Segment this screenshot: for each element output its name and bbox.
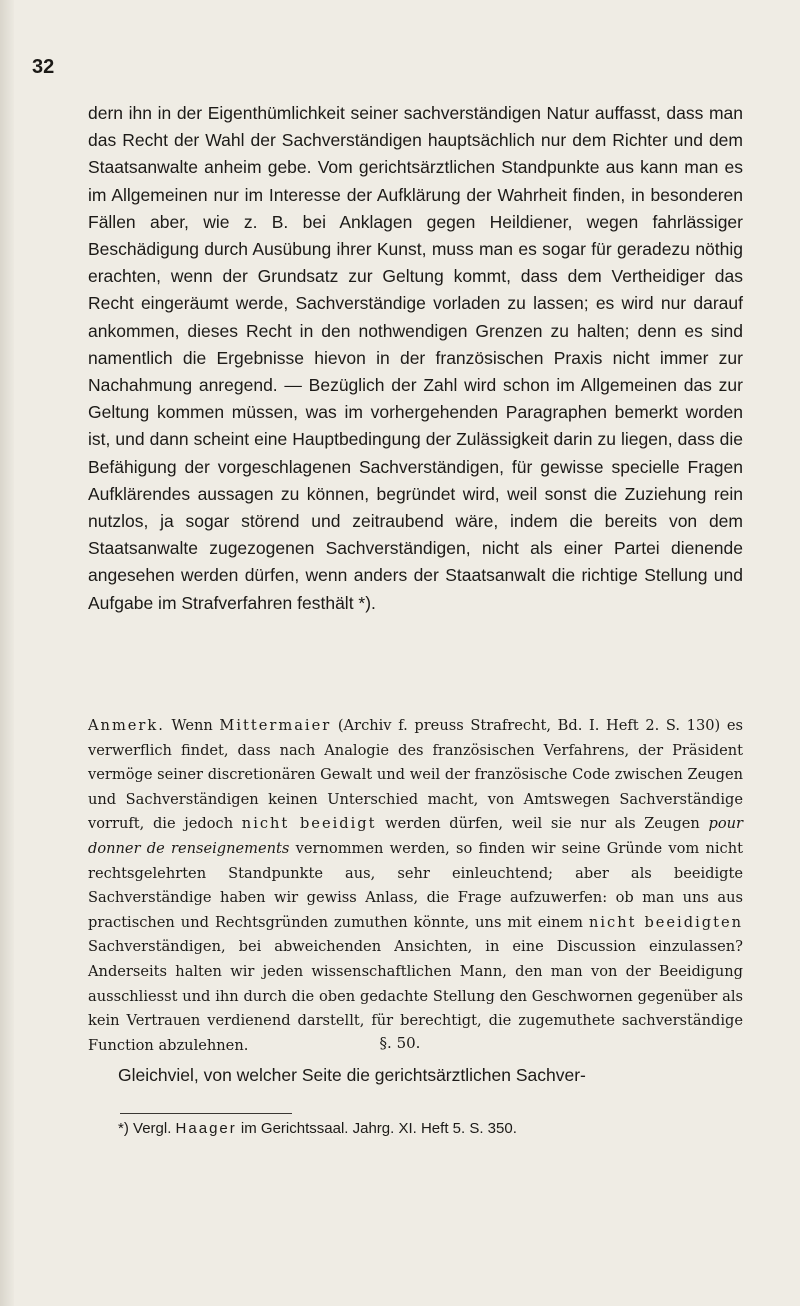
annotation-emphasis-2: nicht beeidigten <box>588 913 743 931</box>
page-number: 32 <box>32 56 55 78</box>
annotation-text-4: vernommen werden, so finden wir seine Gründe vom nicht rechtsgelehrten Standpunkte aus, sehr einleuchtend; aber als beeidigte Sachverständige haben wir gewiss Anlass, die Frage aufzuwerfen: ob man uns aus practischen und Rechtsgründen zumuthen könnte, uns mit einem <box>88 839 743 931</box>
annotation-text-3: werden dürfen, weil sie nur als Zeugen <box>376 815 709 833</box>
footnote-text-1: Vergl. <box>128 1120 176 1137</box>
main-paragraph: dern ihn in der Eigenthümlichkeit seiner sachverständigen Natur auffasst, dass man das Recht der Wahl der Sachverständigen hauptsächlich nur dem Richter und dem Staatsanwalte anheim gebe. Vom gerichtsärztlichen Standpunkte aus kann man es im Allgemeinen nur im Interesse der Aufklärung der Wahrheit finden, in besonderen Fällen aber, wie z. B. bei Anklagen gegen Heildiener, wegen fahrlässiger Beschädigung durch Ausübung ihrer Kunst, muss man es sogar für geradezu nöthig erachten, wenn der Grundsatz zur Geltung kommt, dass dem Vertheidiger das Recht eingeräumt werde, Sachverständige vorladen zu lassen; es wird nur darauf ankommen, dieses Recht in den nothwendigen Grenzen zu halten; denn es sind namentlich die Ergebnisse hievon in der französischen Praxis nicht immer zur Nachahmung anregend. — Bezüglich der Zahl wird schon im Allgemeinen das zur Geltung kommen müssen, was im vorhergehenden Paragraphen bemerkt worden ist, und dann scheint eine Hauptbedingung der Zulässigkeit darin zu liegen, dass die Befähigung der vorgeschlagenen Sachverständigen, für gewisse specielle Fragen Aufklärendes aussagen zu können, begründet wird, weil sonst die Zuziehung rein nutzlos, ja sogar störend und zeitraubend wäre, indem die bereits von dem Staatsanwalte zugezogenen Sachverständigen, nicht als einer Partei dienende angesehen werden dürfen, wenn anders der Staatsanwalt die richtige Stellung und Aufgabe im Strafverfahren festhält *). <box>88 103 743 613</box>
footnote-text-2: im Gerichtssaal. Jahrg. XI. Heft 5. S. 350. <box>236 1120 517 1137</box>
annotation-text-5: Sachverständigen, bei abweichenden Ansichten, in eine Discussion einzulassen? Anderseits halten wir jeden wissenschaftlichen Mann, den man von der Beeidigung ausschliesst und ihn durch die oben gedachte Stellung den Geschwornen gegenüber als kein Vertrauen verdienend darstellt, für berechtigt, die zugemuthete sachverständige Function abzulehnen. <box>88 938 743 1054</box>
annotation-label: Anmerk. <box>88 717 165 734</box>
footnote-author: Haager <box>175 1120 237 1137</box>
annotation-text-2: (Archiv f. preuss Strafrecht, Bd. I. Heft 2. S. 130) es verwerflich findet, dass nach Analogie des französischen Verfahrens, der Präsident vermöge seiner discretionären Gewalt und weil der französische Code zwischen Zeugen und Sachverständigen keinen Unterschied macht, von Amtswegen Sachverständige vorruft, die jedoch <box>88 717 743 833</box>
annotation-emphasis-1: nicht beeidigt <box>241 815 377 833</box>
annotation-text-1: Wenn <box>164 717 220 734</box>
annotation-italic: pour donner de renseignements <box>88 815 743 857</box>
annotation-paragraph <box>88 714 743 1058</box>
section-first-line: Gleichviel, von welcher Seite die gerichtsärztlichen Sachver- <box>118 1065 586 1085</box>
footnote-divider <box>120 1113 292 1114</box>
footnote <box>118 1118 742 1140</box>
page-edge <box>0 0 14 1306</box>
annotation-author: Mittermaier <box>219 717 332 734</box>
section-heading: §. 50. <box>379 1034 421 1052</box>
footnote-marker: *) <box>118 1120 129 1137</box>
